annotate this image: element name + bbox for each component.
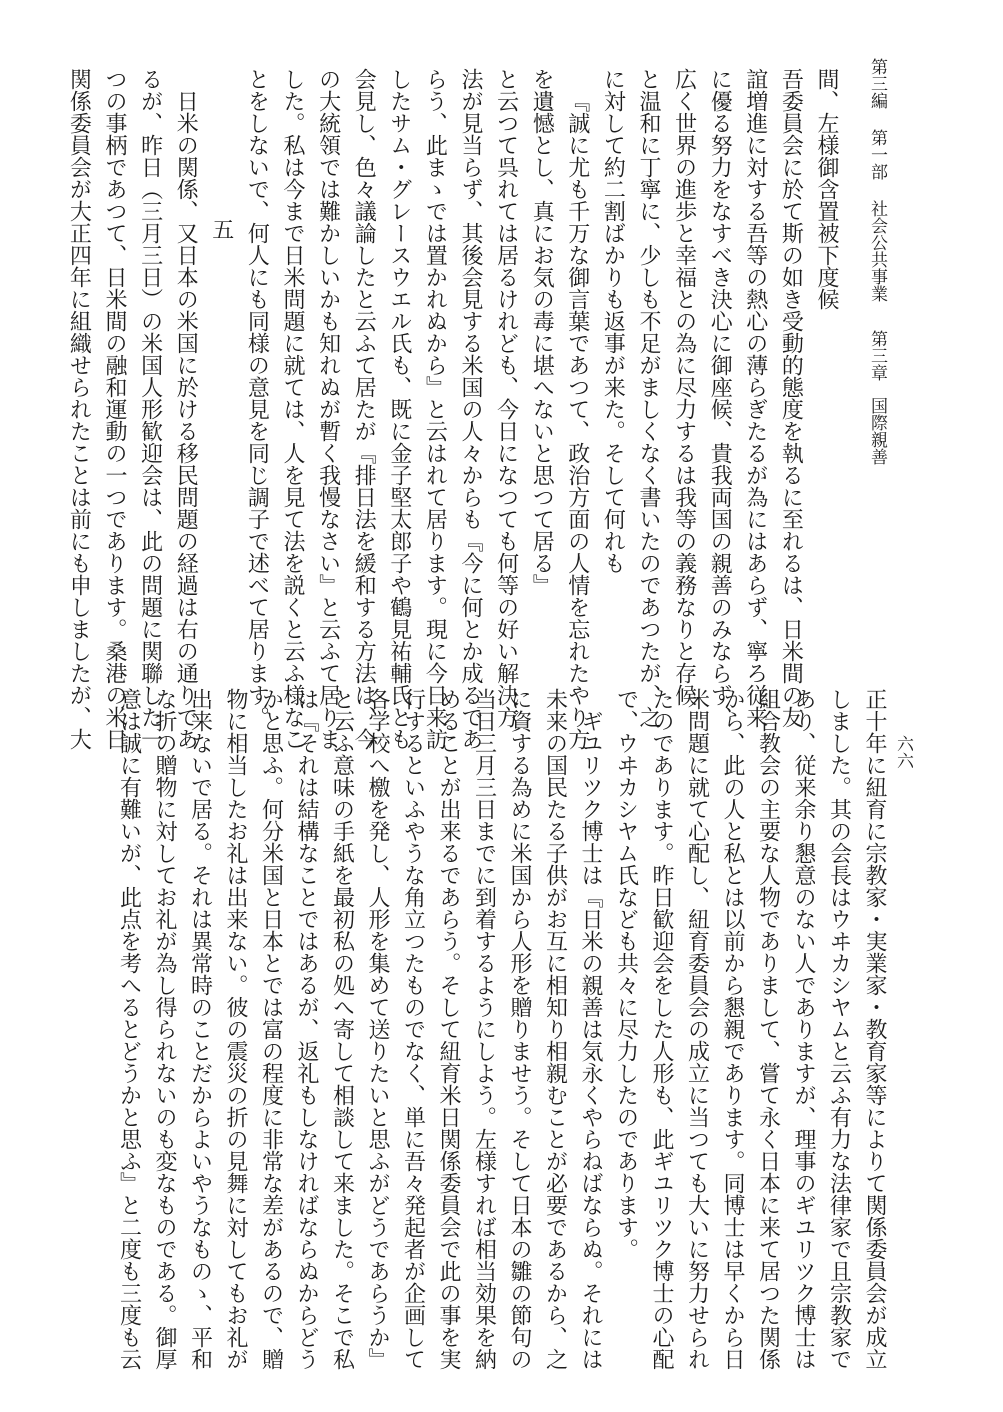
running-header: [868, 58, 885, 465]
lower-text-column: に資する為めに米国から人形を贈りませう。そして日本の雛の節句の: [507, 688, 532, 1370]
header-chapter: 第三章: [867, 330, 887, 381]
upper-text-column: 法が見当らず、其後会見する米国の人々からも『今に何とか成るであ: [458, 68, 483, 750]
page-number: 六六: [893, 735, 913, 769]
upper-text-column: に優る努力をなすべき決心に御座候、貴我両国の親善のみならず、: [707, 68, 733, 728]
upper-text-column: 五: [208, 218, 234, 240]
upper-text-column: つの事柄であつて、日米間の融和運動の一つであります。桑港の米日: [102, 68, 127, 750]
upper-text-column: 日米の関係、又日本の米国に於ける移民問題の経過は右の通りであ: [173, 90, 199, 750]
upper-text-column: 広く世界の進歩と幸福との為に尽力するは我等の義務なりと存候: [671, 68, 697, 706]
lower-text-column: 出来ないで居る。それは異常時のことだからよいやうなものゝ、平和: [187, 688, 213, 1370]
upper-text-column: 『誠に尤も千万な御言葉であつて、政治方面の人情を忘れたやり方: [564, 90, 590, 750]
upper-text-column: を遺憾とし、真にお気の毒に堪へないと思つて居る』: [529, 68, 555, 596]
upper-text-column: 関係委員会が大正四年に組織せられたことは前にも申しましたが、大: [66, 68, 92, 750]
upper-text-column: らう、此まゝでは置かれぬから』と云はれて居ります。現に今日来訪: [422, 68, 448, 750]
upper-text-column: 会見し、色々議論したと云ふて居たが『排日法を緩和する方法は、今: [351, 68, 377, 750]
lower-text-column: たのであります。昨日歓迎会をした人形も、此ギユリツク博士の心配: [649, 688, 674, 1370]
header-section: 社会公共事業: [867, 200, 887, 302]
header-division: 第一部: [867, 129, 887, 180]
lower-text-column: 当日三月三日までに到着するようにしよう。左様すれば相当効果を納: [471, 688, 497, 1370]
lower-text-column: 意は誠に有難いが、此点を考へるとどうかと思ふ』と二度も三度も云: [116, 688, 142, 1370]
lower-text-column: 組合教会の主要な人物でありまして、嘗て永く日本に来て居つた関係: [755, 688, 781, 1370]
upper-text-column: に対して約二割ばかりも返事が来た。そして何れも: [600, 68, 626, 574]
upper-text-column: と云つて呉れては居るけれども、今日になつても何等の好い解決方: [493, 68, 519, 728]
lower-text-column: 未来の国民たる子供がお互に相知り相親むことが必要であるから、之: [542, 688, 568, 1370]
upper-text-column: 吾委員会に於て斯の如き受動的態度を執るに至れるは、日米間の友: [778, 68, 804, 728]
upper-text-column: したサム・グレースウエル氏も、既に金子堅太郎子や鶴見祐輔氏とも: [386, 68, 412, 750]
upper-text-column: るが、昨日（三月三日）の米国人形歓迎会は、此の問題に関聯した一: [137, 68, 163, 750]
lower-text-column: ギユリツク博士は『日米の親善は気永くやらねばならぬ。それには: [578, 710, 603, 1370]
lower-text-column: で、ウヰカシヤム氏なども共々に尽力したのであります。: [613, 688, 639, 1260]
lower-text-column: 物に相当したお礼は出来ない。彼の震災の折の見舞に対してもお礼が: [223, 688, 248, 1370]
upper-text-column: した。私は今まで日米問題に就ては、人を見て法を説くと云ふ様なこ: [280, 68, 305, 750]
lower-text-column: しました。其の会長はウヰカシヤムと云ふ有力な法律家で且宗教家で: [826, 688, 852, 1370]
lower-text-column: 正十年に紐育に宗教家・実業家・教育家等によりて関係委員会が成立: [862, 688, 887, 1370]
lower-text-column: めることが出来るであらう。そして紐育米日関係委員会で此の事を実: [436, 688, 461, 1370]
lower-text-column: は『それは結構なことではあるが、返礼もしなければならぬからどう: [294, 688, 319, 1370]
upper-text-column: 間、左様御含置被下度候: [814, 68, 839, 310]
lower-text-column: 各学校へ檄を発し、人形を集めて送りたいと思ふがどうであらうか』: [365, 688, 390, 1370]
lower-text-column: な折の贈物に対してお礼が為し得られないのも変なものである。御厚: [152, 688, 177, 1370]
upper-text-column: と温和に丁寧に、少しも不足がましくなく書いたのであつたが、之: [636, 68, 661, 728]
upper-text-column: の大統領では難かしいかも知れぬが暫く我慢なさい』と云ふて居りま: [315, 68, 341, 750]
upper-text-column: 誼増進に対する吾等の熱心の薄らぎたるが為にはあらず、寧ろ従来: [742, 68, 768, 728]
lower-text-column: から、此の人と私とは以前から懇親であります。同博士は早くから日: [720, 688, 745, 1370]
header-part: 第三編: [867, 58, 887, 109]
lower-text-column: かと思ふ。何分米国と日本とでは富の程度に非常な差があるので、贈: [258, 688, 284, 1370]
lower-text-column: 行するといふやうな角立つたものでなく、単に吾々発起者が企画して: [400, 688, 426, 1370]
lower-text-column: 米問題に就て心配し、紐育委員会の成立に当つても大いに努力せられ: [684, 688, 710, 1370]
lower-text-column: と云ふ意味の手紙を最初私の処へ寄して相談して来ました。そこで私: [329, 688, 355, 1370]
lower-text-column: あり、従来余り懇意のない人でありますが、理事のギユリツク博士は: [791, 688, 816, 1370]
upper-text-column: とをしないで、何人にも同様の意見を同じ調子で述べて居ります。: [244, 68, 270, 728]
header-topic: 国際親善: [867, 397, 887, 465]
